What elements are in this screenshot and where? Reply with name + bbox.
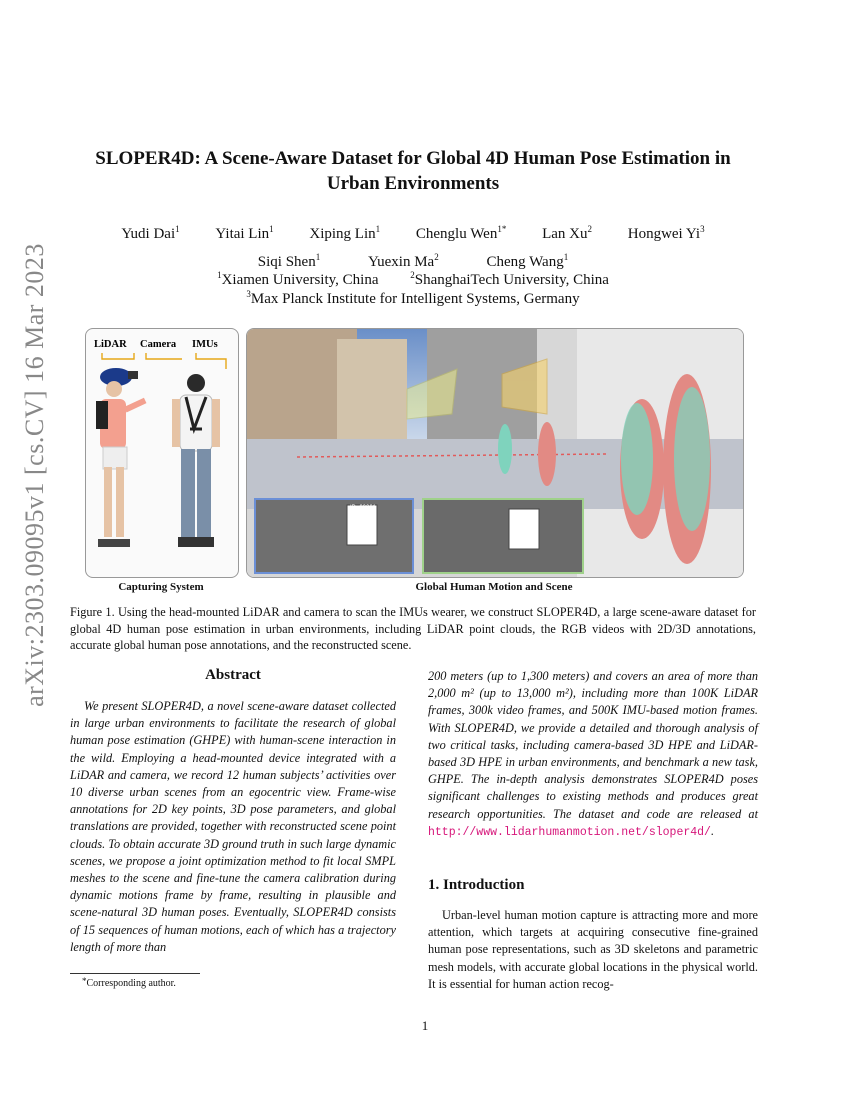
affiliation: $^2$ShanghaiTech University, China [410,270,609,288]
author: Cheng Wang$^1$ [486,252,569,270]
affiliation: $^3$Max Planck Institute for Intelligent Systems, Germany [246,289,580,307]
figure-caption: Figure 1. Using the head-mounted LiDAR and camera to scan the IMUs wearer, we construct SLOPER4D, a large scene-aware dataset for global 4D human pose estimation in urban environments, including LiDAR point clouds, the RGB videos with 2D/3D annotations, accurate global human pose annotations, and the reconstructed scene. [70,605,756,652]
capturing-system-caption: Capturing System [118,581,204,593]
page-number: 1 [421,1018,429,1033]
title-line-1: SLOPER4D: A Scene-Aware Dataset for Global 4D Human Pose Estimation in [95,148,731,169]
inset-2 [423,499,583,573]
imus-label: IMUs [192,339,218,350]
abstract-heading: Abstract [205,667,261,683]
author: Hongwei Yi$^3$ [627,224,705,242]
paper-title [60,146,766,196]
author: Yudi Dai$^1$ [121,224,180,242]
capturing-system-illustration [86,329,238,577]
inset-2-id: ID_00000 [509,511,536,517]
author: Siqi Shen$^1$ [257,252,321,270]
figure-1 [85,328,743,596]
global-motion-scene-panel [246,328,744,578]
author: Yuexin Ma$^2$ [367,252,439,270]
abstract-body: We present SLOPER4D, a novel scene-aware dataset collected in large urban environments to facilitate the research of global human pose estimation (GHPE) with human-scene interaction in the wild. Employing a head-mounted device integrated with a LiDAR and camera, we record 12 human subjects’ activities over 10 diverse urban scenes from an egocentric view. Frame-wise annotations for 2D key points, 3D pose parameters, and global translations are provided, together with reconstructed scene point clouds. To obtain accurate 3D ground truth in such large dynamic scenes, we propose a joint optimization method to fit local SMPL meshes to the scene and fine-tune the camera calibration during dynamic motions frame by frame, resulting in plausible and scene-natural 3D human poses. Eventually, SLOPER4D consists of 15 sequences of human motions, each of which has a trajectory length of more than [70,699,396,954]
arxiv-identifier [12,243,58,707]
lidar-label: LiDAR [94,339,127,350]
capturing-system-panel [85,328,239,578]
arxiv-id-text: arXiv:2303.09095v1 [cs.CV] 16 Mar 2023 [20,243,49,707]
author-row-2 [60,254,766,271]
person-side-icon [96,368,146,547]
author-row-1 [60,226,766,243]
camera-label: Camera [140,339,177,350]
author: Chenglu Wen$^{1*}$ [415,224,507,242]
author: Xiping Lin$^1$ [309,224,381,242]
affiliation: $^1$Xiamen University, China [217,270,379,288]
footnote-rule [70,973,200,974]
abstract-continued: 200 meters (up to 1,300 meters) and covers an area of more than 2,000 m² (up to 13,000 m²), including more than 100K LiDAR frames, 300k video frames, and 500K IMU-based motion frames. With SLOPER4D, we provide a detailed and thorough analysis of two critical tasks, including camera-based 3D HPE and LiDAR-based 3D HPE in urban environments, and benchmark a new task, GHPE. The in-depth analysis demonstrates SLOPER4D poses significant challenges to existing methods and produces great research opportunities. The dataset and code are released at http://www.lidarhumanmotion.net/sloper4d/. [428,669,758,839]
person-back-icon [172,374,220,547]
footnote: *Corresponding author. [82,976,176,989]
global-motion-caption: Global Human Motion and Scene [415,581,573,593]
introduction-body: Urban-level human motion capture is attracting more and more attention, which targets at acquiring consecutive fine-grained human pose representations, such as 3D skeletons and parametric mesh models, with accurate global locations in the physical world. It is essential for human action recog- [428,908,758,991]
introduction-heading: 1. Introduction [428,877,525,893]
author: Lan Xu$^2$ [542,224,592,242]
affiliation-row-2 [60,291,766,308]
inset-1-id: ID_00001 [350,505,377,511]
inset-1 [255,499,413,573]
author: Yitai Lin$^1$ [215,224,274,242]
title-line-2: Urban Environments [326,173,500,194]
dataset-link[interactable]: http://www.lidarhumanmotion.net/sloper4d/ [428,825,711,839]
affiliation-row-1 [60,272,766,289]
urban-scene-illustration [247,329,743,577]
